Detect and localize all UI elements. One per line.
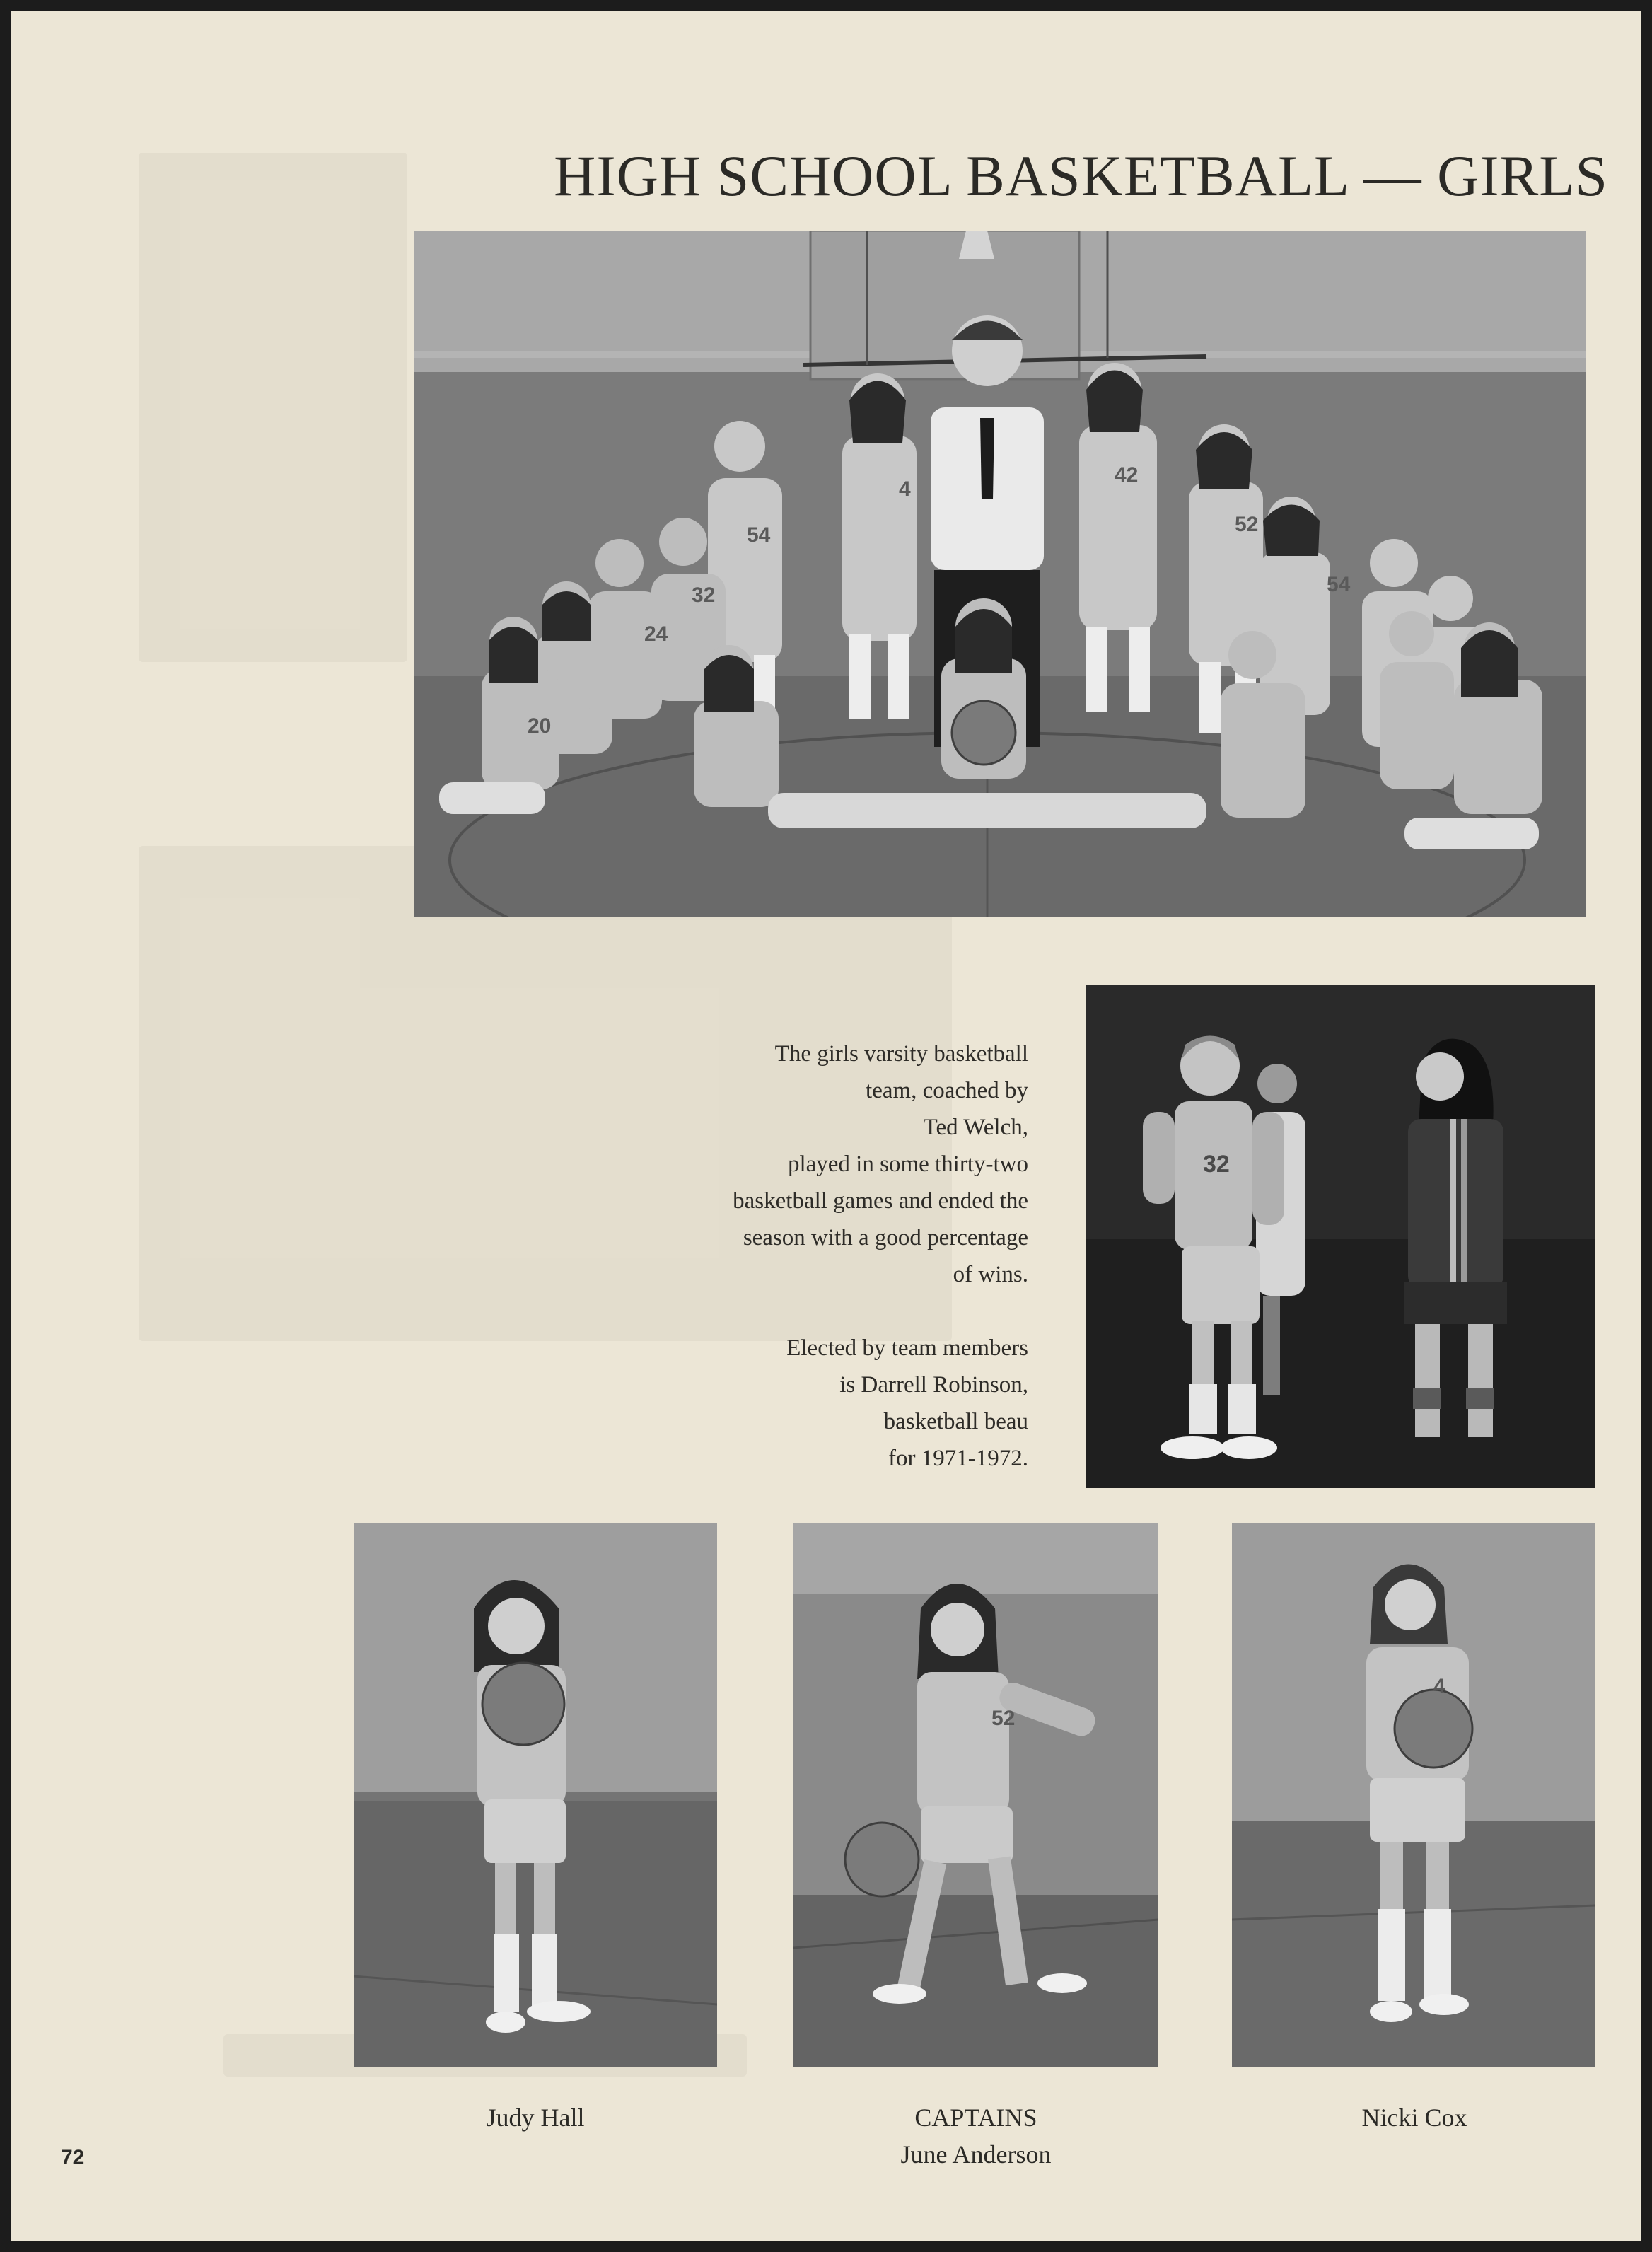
captain-photo-nicki-cox bbox=[1232, 1523, 1595, 2067]
jersey-number: 54 bbox=[747, 523, 771, 547]
text-line: The girls varsity basketball bbox=[774, 1041, 1028, 1067]
jersey-number: 52 bbox=[1235, 513, 1259, 536]
jersey-number: 4 bbox=[1433, 1675, 1446, 1698]
text-line: Ted Welch, bbox=[923, 1115, 1028, 1140]
text-line: Elected by team members bbox=[786, 1335, 1028, 1361]
jersey-number: 20 bbox=[528, 714, 552, 738]
article-text bbox=[533, 1035, 1028, 1477]
jersey-number: 42 bbox=[1115, 463, 1139, 487]
beau-photo bbox=[1086, 985, 1595, 1488]
captain-photo-june-anderson bbox=[793, 1523, 1158, 2067]
team-photo bbox=[414, 231, 1586, 917]
caption-nicki-cox: Nicki Cox bbox=[1361, 2103, 1467, 2132]
text-line: of wins. bbox=[953, 1262, 1028, 1287]
jersey-number: 52 bbox=[991, 1707, 1016, 1730]
yearbook-page bbox=[11, 11, 1641, 2241]
captain-photo-judy-hall bbox=[354, 1523, 717, 2067]
jersey-number: 32 bbox=[692, 584, 716, 607]
jersey-number: 54 bbox=[1327, 573, 1351, 596]
text-line: season with a good percentage bbox=[743, 1225, 1028, 1250]
jersey-number: 4 bbox=[899, 477, 911, 501]
text-line: basketball beau bbox=[883, 1409, 1028, 1434]
caption-june-anderson: June Anderson bbox=[900, 2140, 1052, 2169]
text-line: played in some thirty-two bbox=[787, 1151, 1028, 1177]
jersey-number: 32 bbox=[1203, 1151, 1230, 1178]
page-number: 72 bbox=[61, 2146, 85, 2169]
text-line: is Darrell Robinson, bbox=[839, 1372, 1028, 1398]
captains-heading: CAPTAINS bbox=[914, 2103, 1037, 2132]
captains-caption bbox=[799, 2099, 1153, 2173]
text-line: team, coached by bbox=[866, 1078, 1028, 1103]
jersey-number: 24 bbox=[644, 622, 668, 646]
text-line: basketball games and ended the bbox=[733, 1188, 1028, 1214]
bleed-through-shadow bbox=[139, 153, 407, 662]
caption-judy-hall: Judy Hall bbox=[486, 2103, 585, 2132]
text-line: for 1971-1972. bbox=[888, 1446, 1028, 1471]
page-title: HIGH SCHOOL BASKETBALL — GIRLS bbox=[554, 144, 1608, 208]
